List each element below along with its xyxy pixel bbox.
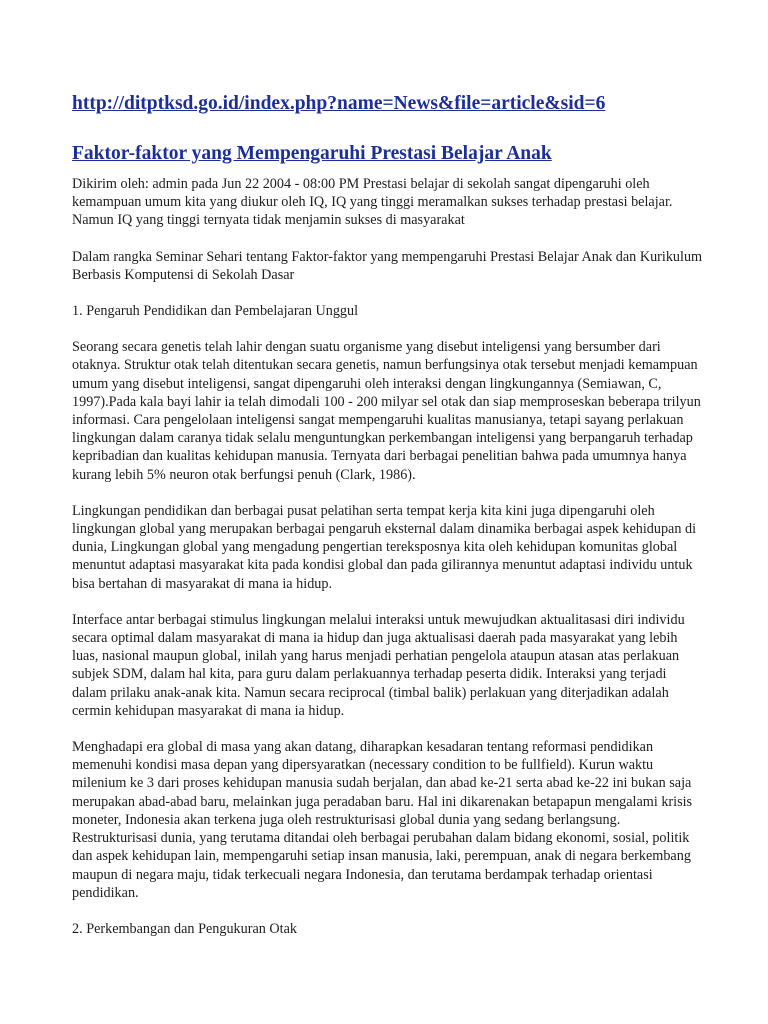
section-heading-1: 1. Pengaruh Pendidikan dan Pembelajaran Unggul (72, 303, 359, 320)
article-title[interactable]: Faktor-faktor yang Mempengaruhi Prestasi Belajar Anak (72, 143, 552, 164)
article-body (72, 175, 704, 956)
seminar-paragraph: Dalam rangka Seminar Sehari tentang Faktor-faktor yang mempengaruhi Prestasi Belajar Anak dan Kurikulum Berbasis Komputensi di Sekolah Dasar (72, 248, 703, 283)
intro-paragraph: Dikirim oleh: admin pada Jun 22 2004 - 08:00 PM Prestasi belajar di sekolah sangat dipengaruhi oleh kemampuan umum kita yang diukur oleh IQ, IQ yang tinggi meramalkan sukses terhadap prestasi belajar. Namun IQ yang tinggi ternyata tidak menjamin sukses di masyarakat (72, 176, 673, 229)
body-paragraph: Interface antar berbagai stimulus lingkungan melalui interaksi untuk mewujudkan aktualitasasi diri individu secara optimal dalam masyarakat di mana ia hidup dan juga aktualisasi daerah pada masyarakat yang lebih luas, nasional maupun global, inilah yang harus menjadi perhatian pengelola ataupun atasan atas perlakuan subjek SDM, dalam hal kita, para guru dalam perlakuannya terhadap peserta didik. Interaksi yang terjadi dalam prilaku anak-anak kita. Namun secara reciprocal (timbal balik) perlakuan yang diterjadikan adalah cermin kehidupan masyarakat di mana ia hidup. (72, 611, 685, 719)
body-paragraph: Seorang secara genetis telah lahir dengan suatu organisme yang disebut inteligensi yang bersumber dari otaknya. Struktur otak telah ditentukan secara genetis, namun berfungsinya otak tersebut menjadi kemampuan umum yang disebut inteligensi, sangat dipengaruhi oleh interaksi dengan lingkungannya (Semiawan, C, 1997).Pada kala bayi lahir ia telah dimodali 100 - 200 milyar sel otak dan siap memproseskan beberapa trilyun informasi. Cara pengelolaan inteligensi sangat mempengaruhi kualitas manusianya, tetapi sayang perlakuan lingkungan dalam caranya tidak selalu menguntungkan perkembangan inteligensi yang berpangaruh terhadap kepribadian dan kualitas kehidupan manusia. Ternyata dari berbagai penelitian bahwa pada umumnya hanya kurang lebih 5% neuron otak berfungsi penuh (Clark, 1986). (72, 339, 701, 483)
body-paragraph: Menghadapi era global di masa yang akan datang, diharapkan kesadaran tentang reformasi pendidikan memenuhi kondisi masa depan yang dipersyaratkan (necessary condition to be fullfield). Kurun waktu milenium ke 3 dari proses kehidupan manusia sudah berjalan, dan abad ke-21 serta abad ke-22 ini bukan saja merupakan abad-abad baru, melainkan juga peradaban baru. Hal ini dikarenakan betapapun mengalami krisis moneter, Indonesia akan terkena juga oleh restrukturisasi global dunia yang sedang berlangsung. Restrukturisasi dunia, yang terutama ditandai oleh berbagai perubahan dalam bidang ekonomi, sosial, politik dan aspek kehidupan lain, mempengaruhi setiap insan manusia, laki, perempuan, anak di negara berkembang maupun di negara maju, tidak terkecuali negara Indonesia, dan terutama berdampak terhadap orientasi pendidikan. (72, 739, 693, 901)
section-heading-2: 2. Perkembangan dan Pengukuran Otak (72, 920, 297, 937)
source-url-link[interactable]: http://ditptksd.go.id/index.php?name=News&file=article&sid=6 (72, 93, 606, 114)
article-content (72, 92, 704, 937)
body-paragraph: Lingkungan pendidikan dan berbagai pusat pelatihan serta tempat kerja kita kini juga dipengaruhi oleh lingkungan global yang merupakan berbagai pengaruh eksternal dalam dinamika berbagai aspek kehidupan di dunia, Lingkungan global yang mengadung pengertian tereksposnya kita oleh kehidupan komunitas global menuntut adaptasi masyarakat kita pada kondisi global dan pada gilirannya menuntut adaptasi individu untuk bisa bertahan di masyarakat di mana ia hidup. (72, 502, 697, 592)
